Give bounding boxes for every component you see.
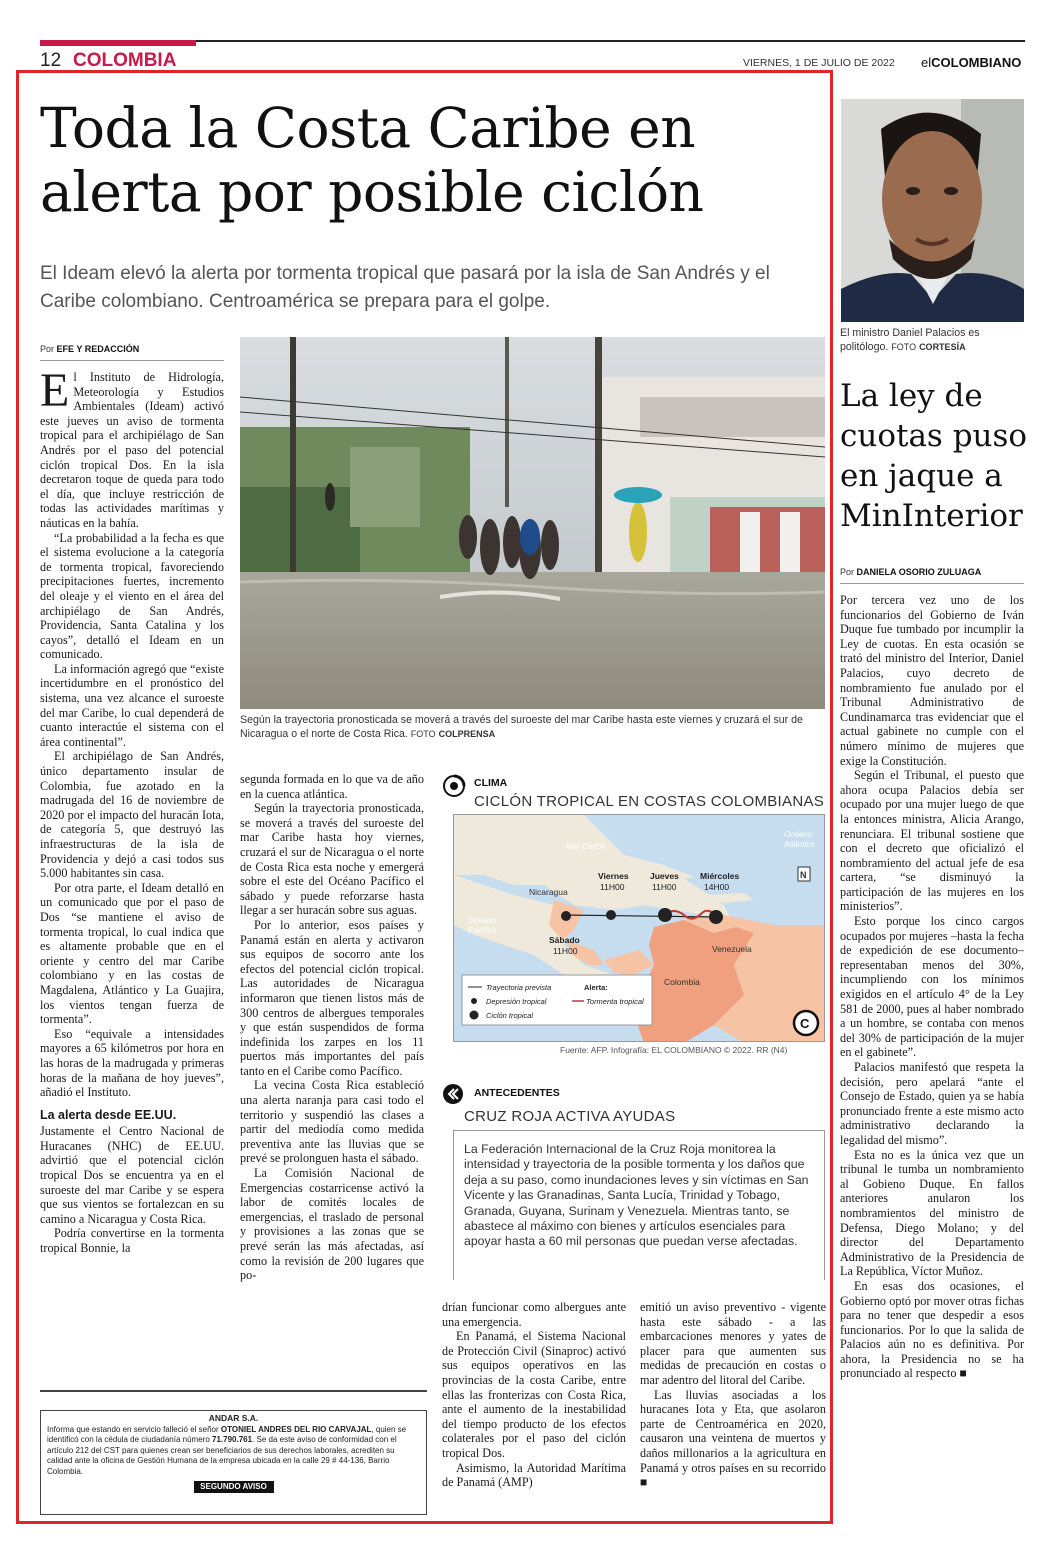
point-label-viernes-time: 11H00: [600, 882, 625, 892]
point-label-sabado-time: 11H00: [553, 946, 578, 956]
point-label-sabado-day: Sábado: [549, 935, 580, 945]
legend-tormenta: Tormenta tropical: [586, 997, 644, 1006]
notice-text: . Se da este aviso de conformidad con el artículo 212 del CST para quienes crean ser beneficiarios de sus derechos laborales, acrediten su calidad ante la oficina de Gestión Humana de la empresa ubicada en la calle 29 # 44-136, Barrio Colombia.: [47, 1435, 397, 1476]
legend-trayectoria: Trayectoria prevista: [486, 983, 552, 992]
page-number: 12: [40, 50, 62, 71]
paragraph: Esta no es la única vez que un tribunal le tumba un nombramiento al Gobieno Duque. En fallos anteriores anularon los nombramientos del ministro de Defensa, Diego Molano; y del director del Departamento Administrativo de la Presidencia de La República, Víctor Muñoz.: [840, 1147, 1024, 1279]
paragraph: Podría convertirse en la tormenta tropical Bonnie, la: [40, 1226, 224, 1256]
infographic-kicker: CLIMA: [474, 777, 508, 789]
paragraph: Palacios manifestó que respeta la decisión, pero apelará “ante el Consejo de Estado, quien ya se había pronunciado frente a este mismo acto administrativo declarando la legalidad del mismo”.: [840, 1060, 1024, 1147]
newspaper-logo: [921, 55, 1021, 70]
point-label-viernes-day: Viernes: [598, 871, 629, 881]
notice-text: , quien se identificó con la cédula de ciudadanía número: [47, 1424, 407, 1445]
paragraph: “La probabilidad a la fecha es que el sistema evolucione a la categoría de tormenta tropical, favoreciendo precipitaciones fuertes, incremento del oleaje y el viento en el área del archipiélago de San Andrés, Providencia, Santa Catalina y los cayos”, detalló el Ideam en un comunicado.: [40, 530, 224, 662]
caption-text: Según la trayectoria pronosticada se moverá a través del suroeste del mar Caribe hasta este viernes y cruzará el sur de Nicaragua o el norte de Costa Rica.: [240, 714, 803, 740]
point-label-jueves-day: Jueves: [650, 871, 679, 881]
paragraph: [840, 1279, 1024, 1381]
photo-credit: CORTESÍA: [919, 342, 966, 352]
track-point-sabado: [561, 911, 571, 921]
section-name: COLOMBIA: [73, 50, 177, 71]
byline-rule: [40, 360, 224, 361]
paragraph: El archipiélago de San Andrés, único departamento insular de Colombia, fue azotado en la madrugada del 16 de noviembre de 2020 por el impacto del huracán Iota, de categoría 5, que destruyó las infraestructuras de la isla de Providencia y dejó a casi todos sus 5.000 habitantes sin casa.: [40, 749, 224, 881]
end-mark: ■: [959, 1366, 967, 1381]
byline-prefix: Por: [40, 344, 55, 354]
antecedentes-title: CRUZ ROJA ACTIVA AYUDAS: [464, 1108, 676, 1125]
point-label-miercoles-day: Miércoles: [700, 871, 740, 881]
map-label-mar-caribe: Mar Caribe: [566, 842, 606, 851]
sidebar-column: [840, 593, 1024, 1518]
byline-author: EFE Y REDACCIÓN: [56, 344, 140, 354]
section-color-bar: [40, 40, 196, 46]
track-point-viernes: [606, 910, 616, 920]
track-point-miercoles: [709, 910, 723, 924]
map-label-atlantic-2: Atlántico: [784, 840, 815, 849]
paragraph: Según el Tribunal, el puesto que ahora ocupa Palacios debía ser ocupado por una mujer luego de que la entonces ministra, Alicia Arango, renunciara. El tribunal sostiene que con el decreto que oficializó el nombramiento del actual jefe de esa cartera, “se disminuyó la participación de las mujeres en los ministerios”.: [840, 768, 1024, 914]
legal-notice: [40, 1410, 427, 1515]
notice-name: OTONIEL ANDRES DEL RIO CARVAJAL: [220, 1424, 372, 1434]
paragraph: La información agregó que “existe incertidumbre en el pronóstico del sistema, una vez alcance el suroeste del mar Caribe, lo cual dependerá de cuanto interactúe el sistema con el área continental”.: [40, 661, 224, 749]
point-label-jueves-time: 11H00: [652, 882, 677, 892]
infographic-logo: C: [800, 1016, 810, 1031]
paragraph: [40, 370, 224, 531]
end-mark: ■: [640, 1475, 648, 1490]
byline-author: DANIELA OSORIO ZULUAGA: [856, 567, 982, 577]
byline-prefix: Por: [840, 567, 855, 577]
paragraph: Por tercera vez uno de los funcionarios del Gobierno de Iván Duque fue tumbado por incumplir la Ley de cuotas. En esta ocasión se trató del ministro del Interior, Daniel Palacios, cuyo decreto de nombramiento fue anulado por el Tribunal Administrativo de Cundinamarca tras evidenciar que el actual gabinete no cumple con el número mínimo de mujeres que exige la Constitución.: [840, 593, 1024, 768]
legend-ciclon: Ciclón tropical: [486, 1011, 534, 1020]
map-label-atlantic-1: Océano: [784, 830, 813, 839]
sidebar-byline: [840, 567, 981, 577]
map-label-colombia: Colombia: [664, 977, 700, 987]
photo-caption: [240, 713, 828, 741]
point-label-miercoles-time: 14H00: [704, 882, 730, 892]
antecedentes-kicker: ANTECEDENTES: [474, 1087, 560, 1099]
credit-label: FOTO: [410, 729, 436, 739]
antecedentes-icon: [442, 1083, 464, 1109]
paragraph: Según la trayectoria pronosticada, se moverá a través del suroeste del mar Caribe hasta hoy viernes, cruzará el sur de Nicaragua o el norte de Costa Rica esta noche y emergerá sobre el este del Océano Pacífico el sábado y puede reforzarse hasta llegar a ser huracán sobre sus aguas.: [240, 801, 424, 918]
flood-photo: [240, 337, 825, 709]
photo-credit: COLPRENSA: [438, 729, 496, 739]
notice-id: 71.790.761: [212, 1435, 253, 1445]
paragraph-text: l Instituto de Hidrología, Meteorología y Estudios Ambientales (Ideam) activó este jueves un aviso de tormenta tropical para el archipiélago de San Andrés por el paso del potencial ciclón tropical Dos. En la isla decretaron toque de queda para todo el día, que incluye restricción de todas las actividades marítimas y náuticas en la bahía.: [40, 370, 224, 530]
drop-cap: E: [40, 370, 70, 417]
main-byline: [40, 344, 139, 354]
main-deck: El Ideam elevó la alerta por tormenta tropical que pasará por la isla de San Andrés y el Caribe colombiano. Centroamérica se prepara para el golpe.: [40, 263, 770, 312]
paragraph: La Comisión Nacional de Emergencias costarricense activó la labor de comités locales de emergencias, el traslado de personal y provisiones a las zonas que se prevé serán las más afectadas, así como la revisión de 200 lugares que po-: [240, 1166, 424, 1283]
credit-label: FOTO: [891, 342, 917, 352]
logo-prefix: el: [921, 55, 932, 70]
paragraph: Asimismo, la Autoridad Marítima de Panamá (AMP): [442, 1460, 626, 1490]
article-column-3: [442, 1300, 626, 1520]
article-column-1: [40, 370, 224, 1382]
article-column-4: [640, 1300, 826, 1520]
paragraph-text: En esas dos ocasiones, el Gobierno optó por mover otras fichas para no tener que despedir a esos funcionarios. Por lo que la salida de Palacios aún no es definitiva. Por ahora, la Presidencia no se ha pronunciado al respecto: [840, 1278, 1024, 1381]
climate-icon: [442, 774, 466, 802]
north-arrow: N: [800, 870, 807, 880]
map-label-pacific-2: Pacífico: [468, 926, 497, 935]
paragraph: Esto porque los cinco cargos ocupados por mujeres –hasta la fecha de expedición de ese documento– representaban menos del 30%, incumpliendo con los mínimos exigidos en el artículo 4° de la Ley 581 de 2000, pues al haber nombrado a un hombre, se contaba con menos del 30% de participación de la mujer en el gabinete”.: [840, 914, 1024, 1060]
paragraph: La vecina Costa Rica estableció una alerta naranja para casi todo el territorio y suspendió las clases a partir del mediodía como medida preventiva ante las lluvias que se prevé se prolonguen hasta el sábado.: [240, 1078, 424, 1166]
legend-alerta: Alerta:: [584, 983, 608, 992]
map-label-nicaragua: Nicaragua: [529, 887, 568, 897]
paragraph-text: Las lluvias asociadas a los huracanes Iota y Eta, que asolaron parte de Centroamérica en 2020, causaron una veintena de muertos y daños millonarios a la agricultura en Panamá y otros países en su recorrido: [640, 1387, 826, 1475]
paragraph: Eso “equivale a intensidades mayores a 65 kilómetros por hora en las horas de la madrugada y primeras horas de la mañana de hoy jueves”, añadió el Instituto.: [40, 1026, 224, 1100]
notice-body: [47, 1425, 420, 1478]
paragraph: Justamente el Centro Nacional de Huracanes (NHC) de EE.UU. advirtió que el potencial ciclón tropical Dos se encuentra ya en el suroeste del mar Caribe y se espera que sus vientos se fortalezcan en su camino a Nicaragua y Costa Rica.: [40, 1124, 224, 1226]
storm-track-map: [453, 814, 825, 1042]
antecedentes-text: La Federación Internacional de la Cruz Roja monitorea la intensidad y trayectoria de la posible tormenta y los daños que deja a su paso, como inundaciones leves y sin víctimas en San Vicente y las Granadinas, Santa Lucía, Trinidad y Tobago, Granada, Guyana, Surinam y Venezuela. Mientras tanto, se abastece al máximo con bienes y artículos esenciales para apoyar hasta a 60 mil personas que puedan verse afectadas.: [464, 1142, 809, 1249]
sidebar-photo-caption: [840, 326, 1030, 354]
main-headline: Toda la Costa Caribe en alerta por posible ciclón: [40, 96, 704, 224]
infographic-title: CICLÓN TROPICAL EN COSTAS COLOMBIANAS: [474, 793, 825, 810]
notice-badge: SEGUNDO AVISO: [194, 1481, 274, 1494]
notice-text: Informa que estando en servicio falleció el señor: [47, 1424, 219, 1434]
legend-depresion: Depresión tropical: [486, 997, 547, 1006]
paragraph: emitió un aviso preventivo - vigente hasta este sábado - a las embarcaciones menores y yates de placer para que aumenten sus medidas de precaución en costas o mar adentro del litoral del Caribe.: [640, 1300, 826, 1387]
notice-title: ANDAR S.A.: [208, 1413, 259, 1423]
paragraph: Por lo anterior, esos países y Panamá están en alerta y activaron sus equipos de socorro ante los efectos del potencial ciclón tropical. Las autoridades de Nicaragua informaron que tienen listos más de 300 centros de albergues temporales y que están suspendidos de forma indefinida los zarpes en los 11 puertos más importantes del país tanto en el Caribe como Pacífico.: [240, 917, 424, 1078]
paragraph: Por otra parte, el Ideam detalló en un comunicado que por el paso de Dos “se mantiene el aviso de tormenta tropical, lo cual indica que es altamente probable que en el oriente y centro del mar Caribe colombiano y en las costas de Magdalena, Atlántico y La Guajira, los vientos tengan fuerza de tormenta”.: [40, 880, 224, 1027]
track-point-jueves: [658, 908, 672, 922]
minister-photo: [841, 99, 1024, 322]
issue-date: VIERNES, 1 DE JULIO DE 2022: [743, 57, 895, 69]
paragraph: [640, 1388, 826, 1490]
sidebar-headline: La ley de cuotas puso en jaque a MinInterior: [840, 378, 1028, 534]
infographic-source: Fuente: AFP. Infografía: EL COLOMBIANO © 2022. RR (N4): [560, 1045, 788, 1055]
paragraph: En Panamá, el Sistema Nacional de Protección Civil (Sinaproc) activó sus equipos operativos en las provincias de la costa Caribe, entre ellas las fronterizas con Costa Rica, ante el aumento de la inestabilidad del tiempo producto de los efectos colaterales por el paso del ciclón tropical Dos.: [442, 1329, 626, 1460]
caption-text: El ministro Daniel Palacios es politólogo.: [840, 327, 980, 353]
notice-rule: [40, 1390, 427, 1392]
sidebar-byline-rule: [840, 583, 1024, 584]
paragraph: segunda formada en lo que va de año en la cuenca atlántica.: [240, 772, 424, 801]
article-column-2: [240, 772, 424, 1372]
logo-name: COLOMBIANO: [931, 55, 1022, 70]
map-label-pacific-1: Océano: [468, 916, 497, 925]
map-label-venezuela: Venezuela: [712, 944, 752, 954]
paragraph: drían funcionar como albergues ante una emergencia.: [442, 1300, 626, 1329]
subheading: La alerta desde EE.UU.: [40, 1107, 177, 1122]
